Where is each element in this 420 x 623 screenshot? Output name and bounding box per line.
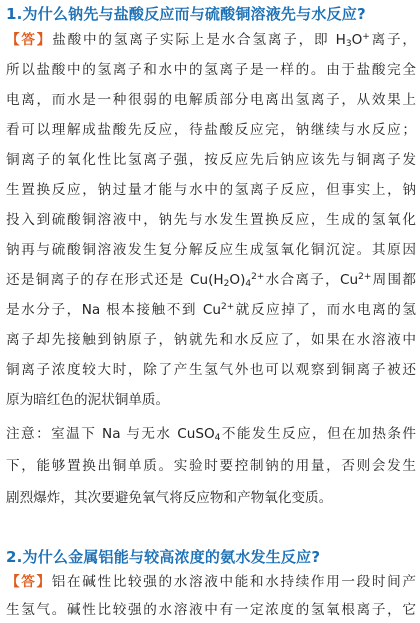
q1-answer-line-4: 看可以理解成盐酸先反应，待盐酸反应完，钠继续与水反应； [6,122,416,138]
q1-answer-line-9 [6,270,416,290]
q1-answer-line-13: 原为暗红色的泥状铜单质。 [6,392,170,408]
subscript: 4 [245,279,252,289]
q1-answer-line-2: 所以盐酸中的氢离子和水中的氢离子是一样的。由于盐酸完全 [6,62,416,78]
q1-answer-line-10 [6,300,416,320]
text-span: 就反应掉了，而水电离的氢 [234,302,416,318]
text-span: 注意：室温下 Na 与无水 CuSO [6,426,215,442]
text-span: O [351,32,363,48]
answer-tag: 【答】 [6,574,52,590]
q1-answer-line-3: 电离，而水是一种很弱的电解质部分电离出氢离子，从效果上 [6,92,416,108]
text-span: 铝在碱性比较强的水溶液中能和水持续作用一段时间产 [51,574,416,590]
text-span: 离子， [369,32,416,48]
q1-note-line-1 [6,424,416,444]
q1-answer-line-7: 投入到硫酸铜溶液中，钠先与水发生置换反应，生成的氢氧化 [6,212,416,228]
q1-note-line-2: 下，能够置换出铜单质。实验时要控制钠的用量，否则会发生 [6,458,416,474]
q1-note-line-3: 剧烈爆炸，其次要避免氧气将反应物和产物氧化变质。 [6,490,333,506]
text-span: 是水分子，Na 根本接触不到 Cu [6,302,221,318]
text-span: 还是铜离子的存在形式还是 Cu(H [6,272,224,288]
q1-answer-line-5: 铜离子的氧化性比氢离子强，按反应先后钠应该先与铜离子发 [6,152,416,168]
text-span: 不能发生反应，但在加热条件 [220,426,416,442]
superscript: + [362,32,370,42]
subscript: 3 [345,39,352,49]
text-span: 周围都 [371,272,416,288]
text-span: 盐酸中的氢离子实际上是水合氢离子，即 H [52,32,346,48]
question-1-title: 1.为什么钠先与盐酸反应而与硫酸铜溶液先与水反应? [6,5,366,23]
question-2-title: 2.为什么金属铝能与较高浓度的氨水发生反应? [6,548,321,566]
text-span: 水合离子，Cu [264,272,359,288]
subscript: 4 [214,433,221,443]
subscript: 2 [223,279,230,289]
q1-answer-line-1 [6,30,416,50]
answer-tag: 【答】 [6,32,53,48]
q1-answer-line-6: 生置换反应，钠过量才能与水中的氢离子反应，但事实上，钠 [6,182,416,198]
q1-answer-line-8: 钠再与硫酸铜溶液发生复分解反应生成氢氧化铜沉淀。其原因 [6,242,416,258]
superscript: 2+ [220,302,235,312]
text-span: O) [229,272,246,288]
superscript: 2+ [251,272,265,282]
q1-answer-line-12: 铜离子浓度较大时，除了产生氢气外也可以观察到铜离子被还 [6,362,416,378]
q2-answer-line-2: 生氢气。碱性比较强的水溶液中有一定浓度的氢氧根离子，它 [6,602,416,618]
q2-answer-line-1 [6,572,416,592]
superscript: 2+ [358,272,372,282]
q1-answer-line-11: 离子却先接触到钠原子，钠就先和水反应了，如果在水溶液中 [6,332,416,348]
